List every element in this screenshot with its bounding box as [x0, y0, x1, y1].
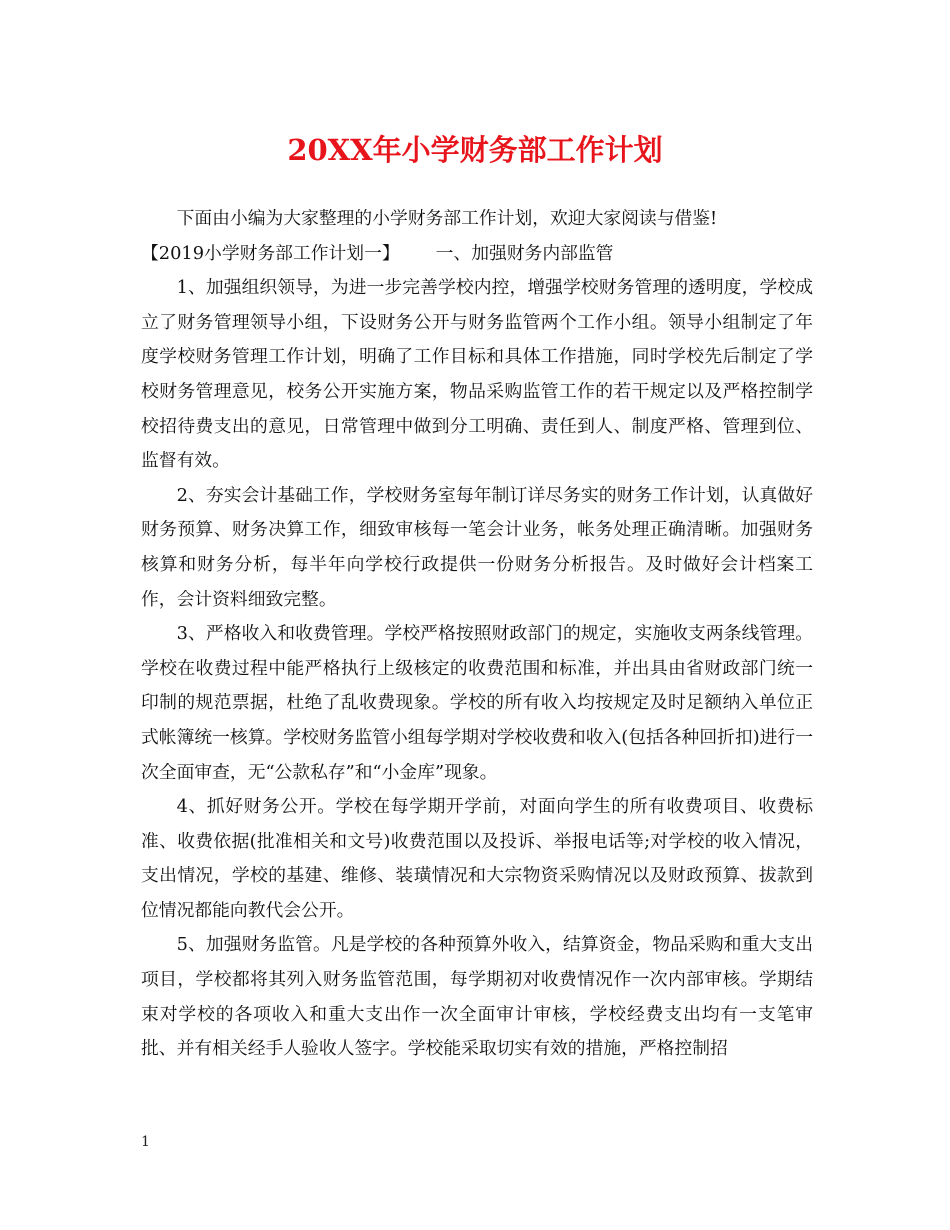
section-heading: 一、加强财务内部监管	[435, 242, 614, 264]
section-header-line	[141, 237, 813, 272]
paragraph-3: 3、严格收入和收费管理。学校严格按照财政部门的规定，实施收支两条线管理。学校在收费过程中能严格执行上级核定的收费范围和标准，并出具由省财政部门统一印制的规范票据，杜绝了乱收费现象。学校的所有收入均按规定及时足额纳入单位正式帐簿统一核算。学校财务监管小组每学期对学校收费和收入(包括各种回折扣)进行一次全面审查，无“公款私存”和“小金库”现象。	[141, 623, 813, 783]
document-body	[141, 202, 813, 1067]
intro-paragraph: 下面由小编为大家整理的小学财务部工作计划，欢迎大家阅读与借鉴!	[176, 208, 718, 229]
paragraph-5: 5、加强财务监管。凡是学校的各种预算外收入，结算资金，物品采购和重大支出项目，学校都将其列入财务监管范围，每学期初对收费情况作一次内部审核。学期结束对学校的各项收入和重大支出作一次全面审计审核，学校经费支出均有一支笔审批、并有相关经手人验收人签字。学校能采取切实有效的措施，严格控制招	[141, 934, 813, 1060]
section-label: 【2019小学财务部工作计划一】	[141, 242, 400, 264]
paragraph-1: 1、加强组织领导，为进一步完善学校内控，增强学校财务管理的透明度，学校成立了财务管理领导小组，下设财务公开与财务监管两个工作小组。领导小组制定了年度学校财务管理工作计划，明确了工作目标和具体工作措施，同时学校先后制定了学校财务管理意见，校务公开实施方案，物品采购监管工作的若干规定以及严格控制学校招待费支出的意见，日常管理中做到分工明确、责任到人、制度严格、管理到位、监督有效。	[141, 277, 813, 472]
document-title: 20XX年小学财务部工作计划	[287, 133, 663, 167]
paragraph-4: 4、抓好财务公开。学校在每学期开学前，对面向学生的所有收费项目、收费标准、收费依据(批准相关和文号)收费范围以及投诉、举报电话等;对学校的收入情况，支出情况，学校的基建、维修、装璜情况和大宗物资采购情况以及财政预算、拔款到位情况都能向教代会公开。	[141, 796, 813, 921]
paragraph-2: 2、夯实会计基础工作，学校财务室每年制订详尽务实的财务工作计划，认真做好财务预算、财务决算工作，细致审核每一笔会计业务，帐务处理正确清晰。加强财务核算和财务分析，每半年向学校行政提供一份财务分析报告。及时做好会计档案工作，会计资料细致完整。	[141, 484, 813, 610]
page-number: 1	[141, 1134, 150, 1150]
